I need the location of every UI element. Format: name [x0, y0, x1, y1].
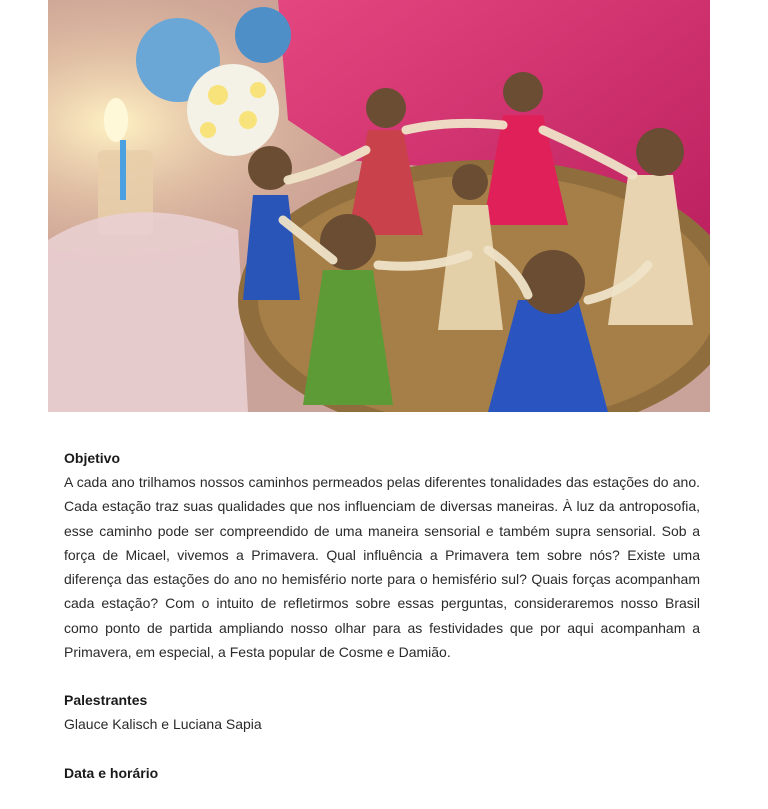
flowers-shape	[187, 64, 279, 156]
section-data-horario	[64, 761, 700, 785]
section-body: A cada ano trilhamos nossos caminhos permeados pelas diferentes tonalidades das estações do ano. Cada estação traz suas qualidades que nos influenciam de diversas maneiras. À luz da antroposofia, esse caminho pode ser compreendido de uma maneira sensorial e também supra sensorial. Sob a força de Micael, vivemos a Primavera. Qual influência a Primavera tem sobre nós? Existe uma diferença das estações do ano no hemisfério norte para o hemisfério sul? Quais forças acompanham cada estação? Com o intuito de refletirmos sobre essas perguntas, consideraremos nosso Brasil como ponto de partida ampliando nosso olhar para as festividades que por aqui acompanham a Primavera, em especial, a Festa popular de Cosme e Damião.	[64, 474, 700, 661]
section-heading: Objetivo	[64, 450, 121, 466]
section-heading: Palestrantes	[64, 692, 148, 709]
corn-husk-dolls-illustration	[48, 0, 710, 412]
section-body: Glauce Kalisch e Luciana Sapia	[64, 716, 262, 733]
section-objetivo	[64, 446, 700, 664]
section-heading: Data e horário	[64, 764, 159, 781]
event-details	[64, 446, 700, 809]
section-palestrantes	[64, 688, 700, 736]
event-photo	[48, 0, 710, 412]
